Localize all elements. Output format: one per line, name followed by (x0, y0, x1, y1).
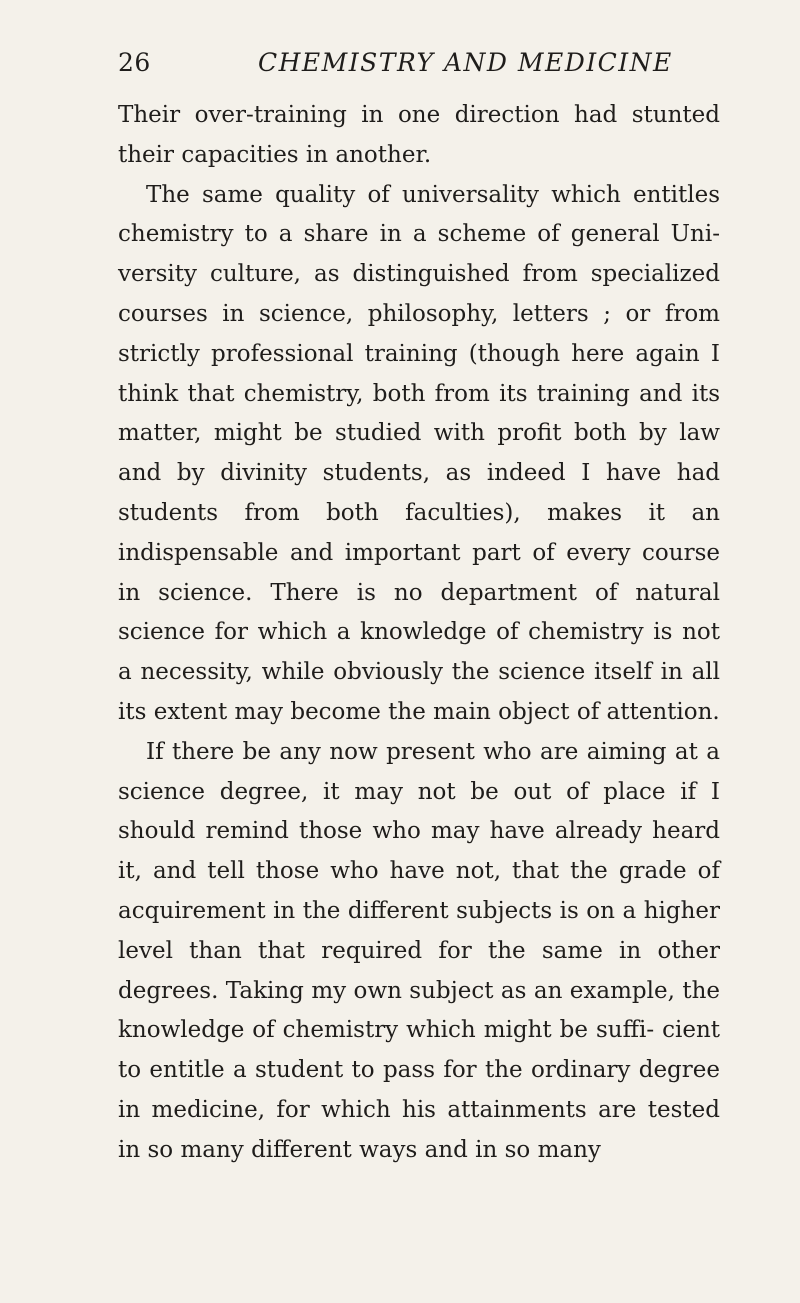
page-number: 26 (118, 48, 151, 77)
paragraph-1: Their over-training in one direction had stunted their capacities in another. (118, 102, 720, 168)
paragraph-3: If there be any now present who are aiming at a science degree, it may not be out of place if I should remind those who may have already heard it, and tell those who have not, that the grade of acquirement in the different subjects is on a higher level than that required for the same in other degrees. Taking my own subject as an example, the knowledge of chemistry which might be suffi- cient to entitle a student to pass for the ordinary degree in medicine, for which his attainments are tested in so many different ways and in so many (118, 738, 720, 1163)
body-text (118, 96, 720, 1171)
page-header (118, 48, 718, 88)
running-title: CHEMISTRY AND MEDICINE (258, 48, 673, 77)
paragraph-2: The same quality of universality which entitles chemistry to a share in a scheme of general Uni- versity culture, as distinguished from specialized courses in science, philosophy, letters ; or from strictly professional training (though here again I think that chemistry, both from its training and its matter, might be studied with profit both by law and by divinity students, as indeed I have had students from both faculties), makes it an indispensable and important part of every course in science. There is no department of natural science for which a knowledge of chemistry is not a necessity, while obviously the science itself in all its extent may become the main object of attention. (118, 181, 720, 725)
